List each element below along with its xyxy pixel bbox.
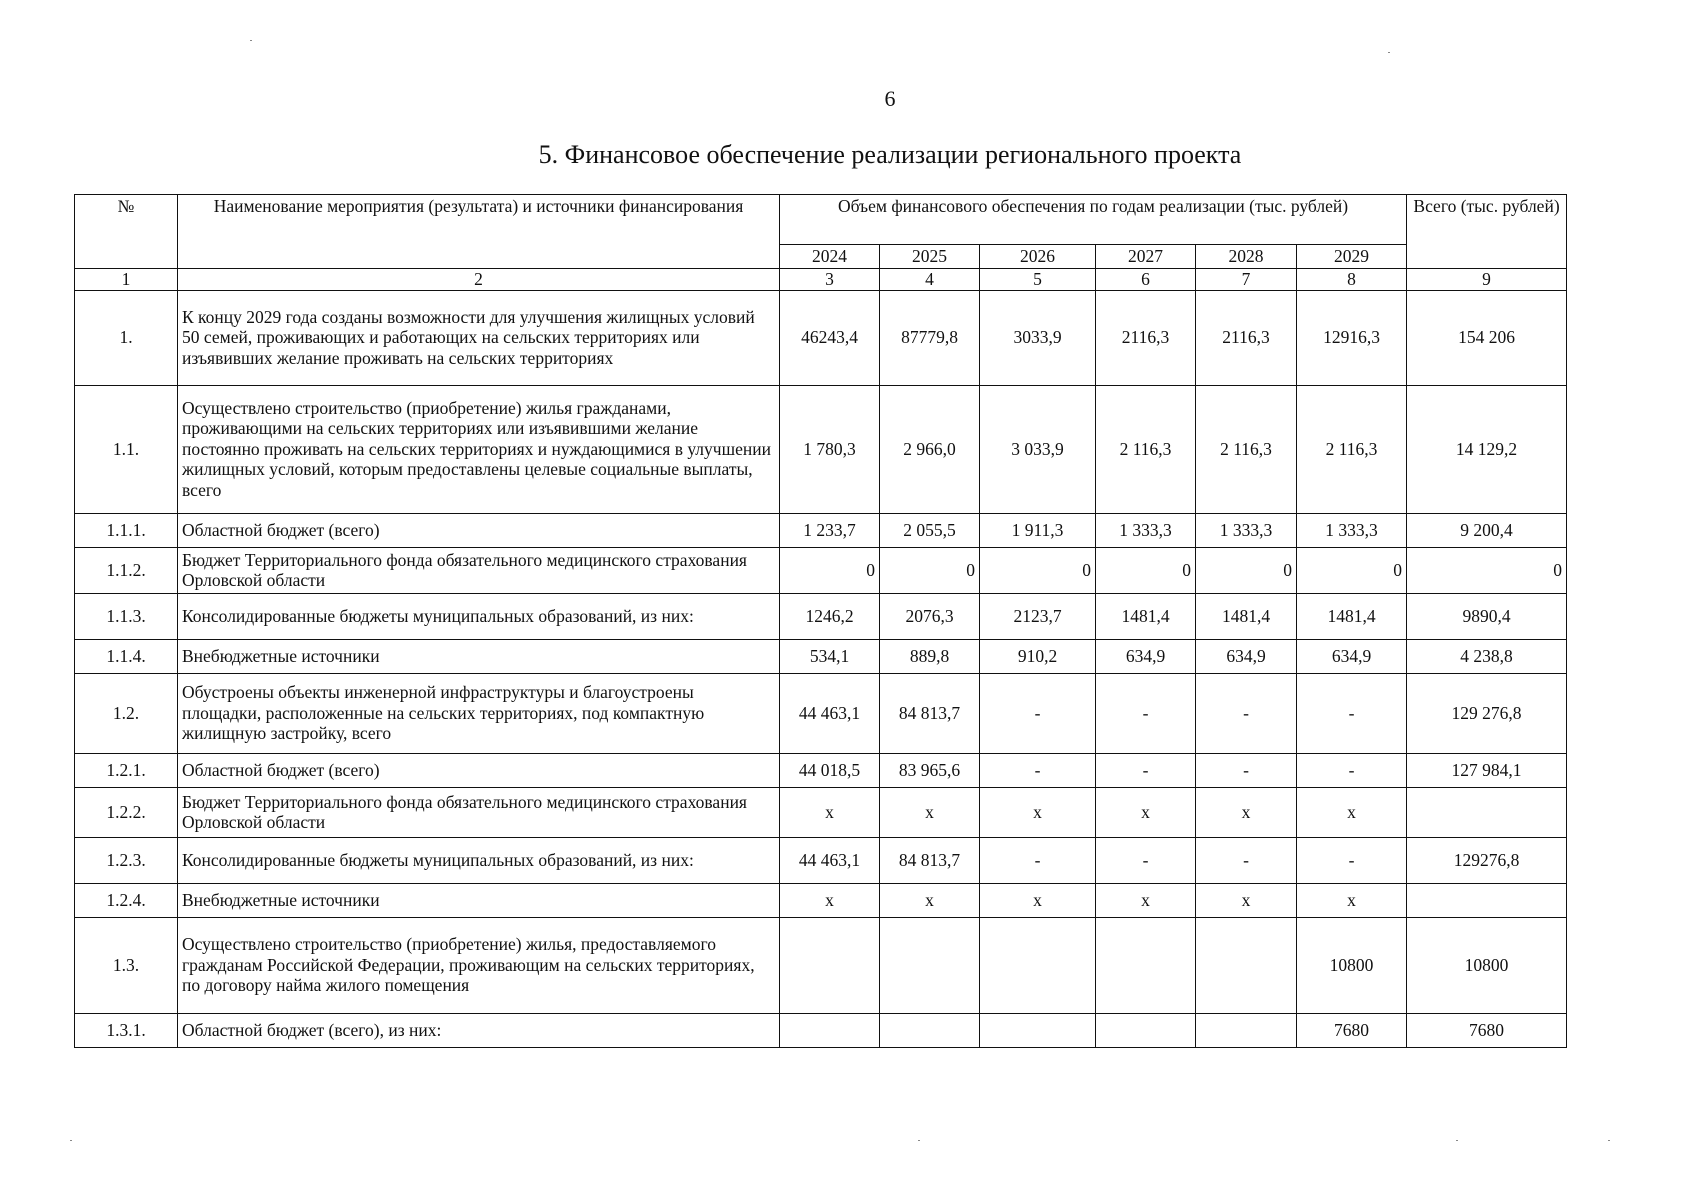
year-value-cell: x [780, 883, 880, 917]
year-value-cell: x [780, 787, 880, 837]
year-value-cell: 87779,8 [880, 290, 980, 385]
year-value-cell: x [1096, 787, 1196, 837]
year-value-cell: 634,9 [1297, 639, 1407, 673]
year-value-cell [780, 917, 880, 1013]
table-row [75, 385, 1567, 513]
total-value-cell: 9890,4 [1407, 593, 1567, 639]
year-value-cell: 1481,4 [1196, 593, 1297, 639]
total-value-cell: 7680 [1407, 1013, 1567, 1047]
year-value-cell [880, 1013, 980, 1047]
year-value-cell [1096, 1013, 1196, 1047]
row-number: 1.2.4. [75, 883, 178, 917]
row-name: Бюджет Территориального фонда обязательного медицинского страхования Орловской области [178, 787, 780, 837]
column-index: 4 [880, 268, 980, 290]
year-value-cell: 12916,3 [1297, 290, 1407, 385]
total-value-cell: 14 129,2 [1407, 385, 1567, 513]
row-number: 1.2.2. [75, 787, 178, 837]
row-number: 1.3. [75, 917, 178, 1013]
row-number: 1.1.2. [75, 547, 178, 593]
row-number: 1.2.3. [75, 837, 178, 883]
year-value-cell: 10800 [1297, 917, 1407, 1013]
year-value-cell: 0 [1196, 547, 1297, 593]
year-value-cell [880, 917, 980, 1013]
row-name: Консолидированные бюджеты муниципальных образований, из них: [178, 593, 780, 639]
year-value-cell: x [880, 883, 980, 917]
financing-table [74, 194, 1567, 1048]
year-value-cell: 0 [880, 547, 980, 593]
year-value-cell: - [1196, 837, 1297, 883]
year-value-cell: 1246,2 [780, 593, 880, 639]
total-value-cell: 9 200,4 [1407, 513, 1567, 547]
row-name: К концу 2029 года созданы возможности для улучшения жилищных условий 50 семей, проживающих и работающих на сельских территориях или изъявивших желание проживать на сельских территориях [178, 290, 780, 385]
column-index: 7 [1196, 268, 1297, 290]
year-value-cell: 634,9 [1096, 639, 1196, 673]
year-value-cell: - [1297, 753, 1407, 787]
row-name: Бюджет Территориального фонда обязательного медицинского страхования Орловской области [178, 547, 780, 593]
year-value-cell: 0 [980, 547, 1096, 593]
year-value-cell: - [1297, 673, 1407, 753]
table-row [75, 547, 1567, 593]
total-value-cell: 154 206 [1407, 290, 1567, 385]
row-number: 1.2.1. [75, 753, 178, 787]
table-row [75, 837, 1567, 883]
table-row [75, 513, 1567, 547]
year-value-cell: - [1096, 837, 1196, 883]
year-value-cell: 0 [780, 547, 880, 593]
page-number: 6 [884, 86, 896, 111]
year-value-cell: 3033,9 [980, 290, 1096, 385]
year-value-cell: 889,8 [880, 639, 980, 673]
table-row [75, 883, 1567, 917]
year-value-cell: x [1297, 883, 1407, 917]
year-value-cell: 1 780,3 [780, 385, 880, 513]
table-row [75, 593, 1567, 639]
table-row [75, 787, 1567, 837]
header-year: 2028 [1196, 245, 1297, 269]
header-year: 2025 [880, 245, 980, 269]
total-value-cell: 0 [1407, 547, 1567, 593]
year-value-cell [980, 1013, 1096, 1047]
column-index: 8 [1297, 268, 1407, 290]
year-value-cell: 1 333,3 [1297, 513, 1407, 547]
total-value-cell: 10800 [1407, 917, 1567, 1013]
header-year: 2026 [980, 245, 1096, 269]
row-number: 1.1. [75, 385, 178, 513]
year-value-cell: 910,2 [980, 639, 1096, 673]
row-number: 1.1.4. [75, 639, 178, 673]
year-value-cell: 2 055,5 [880, 513, 980, 547]
header-name: Наименование мероприятия (результата) и источники финансирования [178, 195, 780, 269]
year-value-cell: - [1096, 753, 1196, 787]
row-number: 1.3.1. [75, 1013, 178, 1047]
column-index: 9 [1407, 268, 1567, 290]
row-name: Обустроены объекты инженерной инфраструктуры и благоустроены площадки, расположенные на сельских территориях, под компактную жилищную застройку, всего [178, 673, 780, 753]
year-value-cell: 44 018,5 [780, 753, 880, 787]
year-value-cell: 1481,4 [1096, 593, 1196, 639]
row-name: Осуществлено строительство (приобретение) жилья гражданами, проживающими на сельских территориях или изъявившими желание постоянно проживать на сельских территориях и нуждающимися в улучшении жилищных условий, которым предоставлены целевые социальные выплаты, всего [178, 385, 780, 513]
year-value-cell: x [980, 787, 1096, 837]
year-value-cell: 2076,3 [880, 593, 980, 639]
year-value-cell: x [980, 883, 1096, 917]
row-name: Областной бюджет (всего), из них: [178, 1013, 780, 1047]
year-value-cell: - [1196, 673, 1297, 753]
document-title: 5. Финансовое обеспечение реализации регионального проекта [538, 140, 1242, 169]
column-index: 5 [980, 268, 1096, 290]
year-value-cell: 84 813,7 [880, 673, 980, 753]
table-row [75, 917, 1567, 1013]
year-value-cell: 534,1 [780, 639, 880, 673]
year-value-cell: 1 333,3 [1096, 513, 1196, 547]
table-row [75, 673, 1567, 753]
year-value-cell: 83 965,6 [880, 753, 980, 787]
column-index: 2 [178, 268, 780, 290]
year-value-cell: 44 463,1 [780, 673, 880, 753]
year-value-cell: x [1096, 883, 1196, 917]
total-value-cell: 129 276,8 [1407, 673, 1567, 753]
year-value-cell: - [1196, 753, 1297, 787]
year-value-cell [1196, 917, 1297, 1013]
year-value-cell: 7680 [1297, 1013, 1407, 1047]
year-value-cell: 634,9 [1196, 639, 1297, 673]
year-value-cell: x [1196, 883, 1297, 917]
year-value-cell: - [1297, 837, 1407, 883]
year-value-cell [1096, 917, 1196, 1013]
year-value-cell: - [980, 753, 1096, 787]
year-value-cell: 2 116,3 [1096, 385, 1196, 513]
total-value-cell [1407, 883, 1567, 917]
column-index: 6 [1096, 268, 1196, 290]
year-value-cell: 1 333,3 [1196, 513, 1297, 547]
row-name: Внебюджетные источники [178, 639, 780, 673]
year-value-cell: - [980, 673, 1096, 753]
header-year: 2027 [1096, 245, 1196, 269]
header-period: Объем финансового обеспечения по годам реализации (тыс. рублей) [780, 195, 1407, 245]
year-value-cell: 2 966,0 [880, 385, 980, 513]
row-name: Областной бюджет (всего) [178, 753, 780, 787]
year-value-cell: x [1196, 787, 1297, 837]
year-value-cell: 1 233,7 [780, 513, 880, 547]
year-value-cell: 2116,3 [1096, 290, 1196, 385]
row-name: Осуществлено строительство (приобретение) жилья, предоставляемого гражданам Российской Федерации, проживающим на сельских территориях, по договору найма жилого помещения [178, 917, 780, 1013]
total-value-cell: 127 984,1 [1407, 753, 1567, 787]
header-num: № [75, 195, 178, 269]
year-value-cell: - [1096, 673, 1196, 753]
year-value-cell: 2123,7 [980, 593, 1096, 639]
header-year: 2029 [1297, 245, 1407, 269]
year-value-cell: 84 813,7 [880, 837, 980, 883]
column-index-row [75, 268, 1567, 290]
row-number: 1.1.1. [75, 513, 178, 547]
total-value-cell [1407, 787, 1567, 837]
year-value-cell: 1481,4 [1297, 593, 1407, 639]
column-index: 3 [780, 268, 880, 290]
year-value-cell [780, 1013, 880, 1047]
header-year: 2024 [780, 245, 880, 269]
year-value-cell: x [1297, 787, 1407, 837]
table-row [75, 753, 1567, 787]
table-row [75, 1013, 1567, 1047]
year-value-cell: 0 [1096, 547, 1196, 593]
column-index: 1 [75, 268, 178, 290]
year-value-cell: x [880, 787, 980, 837]
year-value-cell: 1 911,3 [980, 513, 1096, 547]
year-value-cell: 44 463,1 [780, 837, 880, 883]
row-name: Внебюджетные источники [178, 883, 780, 917]
year-value-cell [980, 917, 1096, 1013]
year-value-cell: 2116,3 [1196, 290, 1297, 385]
row-number: 1. [75, 290, 178, 385]
year-value-cell: 2 116,3 [1196, 385, 1297, 513]
row-number: 1.2. [75, 673, 178, 753]
year-value-cell: 46243,4 [780, 290, 880, 385]
table-row [75, 290, 1567, 385]
row-number: 1.1.3. [75, 593, 178, 639]
year-value-cell: 0 [1297, 547, 1407, 593]
total-value-cell: 129276,8 [1407, 837, 1567, 883]
row-name: Консолидированные бюджеты муниципальных образований, из них: [178, 837, 780, 883]
year-value-cell [1196, 1013, 1297, 1047]
year-value-cell: 2 116,3 [1297, 385, 1407, 513]
row-name: Областной бюджет (всего) [178, 513, 780, 547]
header-total: Всего (тыс. рублей) [1407, 195, 1567, 269]
table-row [75, 639, 1567, 673]
year-value-cell: 3 033,9 [980, 385, 1096, 513]
year-value-cell: - [980, 837, 1096, 883]
total-value-cell: 4 238,8 [1407, 639, 1567, 673]
